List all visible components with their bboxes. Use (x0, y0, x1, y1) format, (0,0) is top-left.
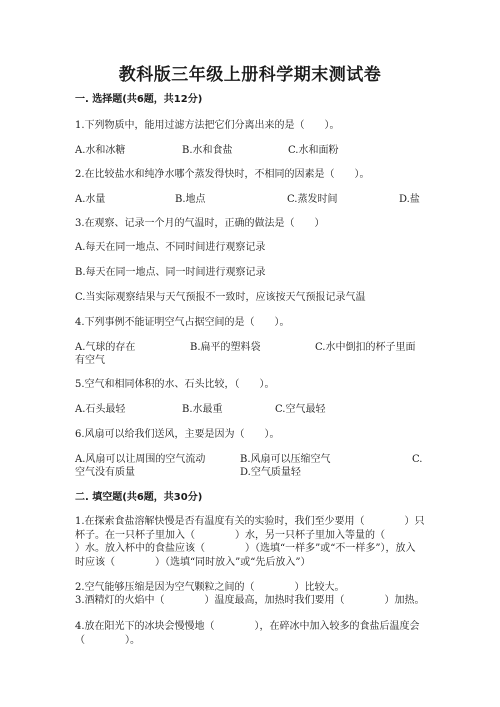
section-heading-fill: 二. 填空题(共6题，共30分) (75, 492, 203, 503)
q4-option-c: C.水中倒扣的杯子里面 (315, 342, 416, 353)
q3-option-c: C.当实际观察结果与天气预报不一致时，应该按天气预报记录气温 (75, 292, 366, 303)
question-2: 2.在比较盐水和纯净水哪个蒸发得快时，不相同的因素是（ ）。 (75, 169, 370, 180)
section-heading-choice: 一. 选择题(共6题，共12分) (75, 94, 203, 105)
q5-option-c: C.空气最轻 (275, 404, 326, 415)
fill-question-1: 1.在探索食盐溶解快慢是否有温度有关的实验时，我们至少要用（ ）只杯子。在一只杯子里加入（ ）水，另一只杯子里加入等量的（ ）水。放入杯中的食盐应该（ ）（选填“一样多”或“不一样多”），放入时应该（ ）（选填“同时放入”或“先后放入”） (75, 516, 425, 568)
q2-option-b: B.地点 (175, 194, 206, 205)
fill-question-3: 3.酒精灯的火焰中（ ）温度最高，加热时我们要用（ ）加热。 (75, 595, 425, 606)
q2-option-a: A.水量 (75, 194, 106, 205)
q2-option-c: C.蒸发时间 (287, 194, 338, 205)
question-6: 6.风扇可以给我们送风，主要是因为（ ）。 (75, 429, 280, 440)
q4-option-b: B.扁平的塑料袋 (190, 342, 261, 353)
q6-option-b: B.风扇可以压缩空气 (240, 454, 331, 465)
fill-question-2: 2.空气能够压缩是因为空气颗粒之间的（ ）比较大。 (75, 582, 345, 593)
question-5: 5.空气和相同体积的水、石头比较，（ ）。 (75, 379, 275, 390)
q5-option-b: B.水最重 (182, 404, 223, 415)
q4-option-c-cont: 有空气 (75, 355, 105, 366)
q6-option-c-cont: 空气没有质量 (75, 467, 135, 478)
q3-option-b: B.每天在同一地点、同一时间进行观察记录 (75, 267, 266, 278)
question-1: 1.下列物质中，能用过滤方法把它们分离出来的是（ ）。 (75, 120, 340, 131)
q5-option-a: A.石头最轻 (75, 404, 126, 415)
page-title: 教科版三年级上册科学期末测试卷 (118, 65, 382, 85)
q6-option-d: D.空气质量轻 (240, 467, 301, 478)
q6-option-a: A.风扇可以让周围的空气流动 (75, 454, 206, 465)
q3-option-a: A.每天在同一地点、不同时间进行观察记录 (75, 242, 266, 253)
q1-option-c: C.水和面粉 (288, 145, 339, 156)
q4-option-a: A.气球的存在 (75, 342, 136, 353)
q2-option-d: D.盐 (399, 194, 420, 205)
question-4: 4.下列事例不能证明空气占据空间的是（ ）。 (75, 317, 290, 328)
q1-option-b: B.水和食盐 (182, 145, 233, 156)
q6-option-c: C. (412, 454, 423, 465)
question-3: 3.在观察、记录一个月的气温时，正确的做法是（ ） (75, 218, 325, 229)
fill-question-4: 4.放在阳光下的冰块会慢慢地（ ），在碎冰中加入较多的食盐后温度会（ ）。 (75, 621, 420, 646)
q1-option-a: A.水和冰糖 (75, 145, 126, 156)
